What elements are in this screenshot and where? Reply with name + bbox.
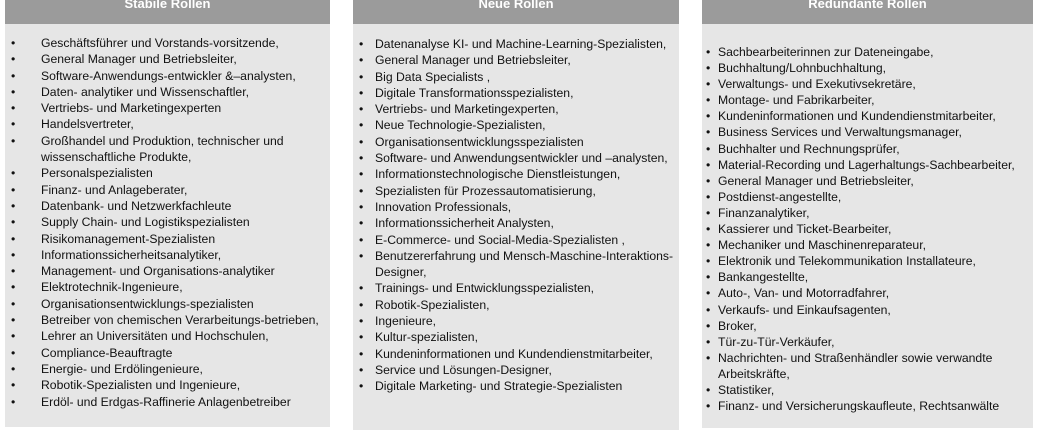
role-label: Personalspezialisten <box>41 166 153 181</box>
role-label: Kundeninformationen und Kundendienstmitarbeiter, <box>375 346 653 361</box>
role-label: Organisationsentwicklungs-spezialisten <box>41 296 254 311</box>
column-stable-roles <box>5 0 330 427</box>
role-label: Finanz- und Anlageberater, <box>41 182 188 197</box>
role-label: Supply Chain- und Logistikspezialisten <box>41 215 250 230</box>
list-item <box>11 247 330 263</box>
list-item <box>11 100 330 116</box>
role-list <box>5 24 330 410</box>
list-item <box>359 101 679 117</box>
column-header <box>702 0 1033 24</box>
role-label: Tür-zu-Tür-Verkäufer, <box>718 334 835 349</box>
role-label: Nachrichten- und Straßenhändler sowie verwandte Arbeitskräfte, <box>718 350 993 381</box>
bullet-icon: • <box>359 85 364 100</box>
list-item <box>359 378 679 394</box>
list-item <box>706 253 1033 269</box>
bullet-icon: • <box>706 61 711 76</box>
role-label: Energie- und Erdölingenieure, <box>41 361 203 376</box>
role-label: Vertriebs- und Marketingexperten, <box>375 102 559 117</box>
list-item <box>11 263 330 279</box>
role-label: Buchhalter und Rechnungsprüfer, <box>718 141 900 156</box>
bullet-icon: • <box>359 118 364 133</box>
role-label: Informationssicherheitsanalytiker, <box>41 247 222 262</box>
bullet-icon: • <box>359 314 364 329</box>
role-label: Bankangestellte, <box>718 270 809 285</box>
list-item <box>11 51 330 67</box>
role-label: General Manager und Betriebsleiter, <box>41 52 237 67</box>
role-label: Spezialisten für Prozessautomatisierung, <box>375 183 596 198</box>
list-item <box>359 329 679 345</box>
bullet-icon: • <box>706 382 711 397</box>
bullet-icon: • <box>11 36 16 50</box>
bullet-icon: • <box>359 69 364 84</box>
bullet-icon: • <box>11 166 16 181</box>
role-label: Mechaniker und Maschinenreparateur, <box>718 238 926 253</box>
role-label: Postdienst-angestellte, <box>718 189 842 204</box>
list-item <box>359 36 679 52</box>
list-item <box>706 108 1033 124</box>
role-label: Elektrotechnik-Ingenieure, <box>41 280 183 295</box>
bullet-icon: • <box>359 37 364 51</box>
role-list <box>702 24 1033 414</box>
bullet-icon: • <box>359 134 364 149</box>
role-label: Innovation Professionals, <box>375 199 512 214</box>
list-item <box>11 35 330 51</box>
list-item <box>11 231 330 247</box>
list-item <box>706 269 1033 285</box>
list-item <box>359 199 679 215</box>
role-label: Vertriebs- und Marketingexperten <box>41 101 222 116</box>
role-label: Sachbearbeiterinnen zur Dateneingabe, <box>718 45 934 59</box>
role-label: Informationssicherheit Analysten, <box>375 216 554 231</box>
list-item <box>706 157 1033 173</box>
list-item <box>706 60 1033 76</box>
bullet-icon: • <box>11 231 16 246</box>
list-item <box>359 150 679 166</box>
bullet-icon: • <box>706 77 711 92</box>
role-label: Broker, <box>718 318 757 333</box>
role-label: E-Commerce- und Social-Media-Spezialisten , <box>375 232 625 247</box>
list-item <box>706 141 1033 157</box>
bullet-icon: • <box>11 378 16 393</box>
bullet-icon: • <box>359 330 364 345</box>
list-item <box>706 318 1033 334</box>
list-item <box>706 44 1033 60</box>
bullet-icon: • <box>706 222 711 237</box>
list-item <box>359 52 679 68</box>
list-item <box>706 237 1033 253</box>
role-label: Verwaltungs- und Exekutivsekretäre, <box>718 77 916 92</box>
bullet-icon: • <box>706 205 711 220</box>
role-label: Software- und Anwendungsentwickler und –analysten, <box>375 151 668 166</box>
bullet-icon: • <box>706 399 711 414</box>
role-label: Benutzererfahrung und Mensch-Maschine-Interaktions-Designer, <box>375 248 674 280</box>
list-item <box>11 182 330 198</box>
list-item <box>11 279 330 295</box>
bullet-icon: • <box>706 318 711 333</box>
role-label: Handelsvertreter, <box>41 117 134 132</box>
role-label: Digitale Marketing- und Strategie-Spezialisten <box>375 379 623 394</box>
role-label: Daten- analytiker und Wissenschaftler, <box>41 84 249 99</box>
bullet-icon: • <box>706 173 711 188</box>
bullet-icon: • <box>706 270 711 285</box>
list-item <box>706 334 1033 350</box>
column-header <box>353 0 679 24</box>
bullet-icon: • <box>11 280 16 295</box>
role-label: Risikomanagement-Spezialisten <box>41 231 216 246</box>
column-title: Stabile Rollen <box>124 0 211 11</box>
bullet-icon: • <box>359 199 364 214</box>
list-item <box>359 69 679 85</box>
role-label: Kassierer und Ticket-Bearbeiter, <box>718 222 892 237</box>
bullet-icon: • <box>11 345 16 360</box>
role-label: Management- und Organisations-analytiker <box>41 264 275 279</box>
list-item <box>11 328 330 344</box>
role-label: Auto-, Van- und Motorradfahrer, <box>718 286 890 301</box>
bullet-icon: • <box>359 167 364 182</box>
role-label: Robotik-Spezialisten und Ingenieure, <box>41 378 241 393</box>
column-new-roles <box>353 0 679 430</box>
bullet-icon: • <box>11 329 16 344</box>
list-item <box>359 313 679 329</box>
bullet-icon: • <box>11 52 16 67</box>
role-label: Compliance-Beauftragte <box>41 345 173 360</box>
bullet-icon: • <box>706 254 711 269</box>
list-item <box>11 377 330 393</box>
bullet-icon: • <box>359 183 364 198</box>
bullet-icon: • <box>11 101 16 116</box>
column-title: Redundante Rollen <box>808 0 927 11</box>
role-label: Ingenieure, <box>375 314 436 329</box>
role-label: Big Data Specialists , <box>375 69 491 84</box>
role-label: Neue Technologie-Spezialisten, <box>375 118 546 133</box>
list-item <box>706 302 1033 318</box>
list-item <box>359 134 679 150</box>
role-label: Verkaufs- und Einkaufsagenten, <box>718 302 891 317</box>
role-label: Großhandel und Produktion, technischer und wissenschaftliche Produkte, <box>41 133 284 165</box>
bullet-icon: • <box>359 216 364 231</box>
bullet-icon: • <box>359 379 364 394</box>
bullet-icon: • <box>706 334 711 349</box>
list-item <box>359 362 679 378</box>
role-label: Datenbank- und Netzwerkfachleute <box>41 198 232 213</box>
role-label: Erdöl- und Erdgas-Raffinerie Anlagenbetreiber <box>41 394 291 409</box>
list-item <box>11 116 330 132</box>
bullet-icon: • <box>706 157 711 172</box>
role-list <box>353 24 679 395</box>
column-title: Neue Rollen <box>478 0 554 11</box>
bullet-icon: • <box>11 264 16 279</box>
list-item <box>706 398 1033 414</box>
bullet-icon: • <box>11 117 16 132</box>
bullet-icon: • <box>706 302 711 317</box>
bullet-icon: • <box>359 53 364 68</box>
list-item <box>11 361 330 377</box>
bullet-icon: • <box>11 296 16 311</box>
bullet-icon: • <box>11 394 16 409</box>
role-label: Geschäftsführer und Vorstands-vorsitzende, <box>41 36 279 50</box>
bullet-icon: • <box>11 361 16 376</box>
list-item <box>706 350 1033 382</box>
list-item <box>359 297 679 313</box>
list-item <box>11 198 330 214</box>
list-item <box>11 312 330 328</box>
role-label: Business Services und Verwaltungsmanager, <box>718 125 962 140</box>
bullet-icon: • <box>706 109 711 124</box>
bullet-icon: • <box>706 141 711 156</box>
bullet-icon: • <box>706 93 711 108</box>
column-redundant-roles <box>702 0 1033 428</box>
list-item <box>359 183 679 199</box>
list-item <box>11 214 330 230</box>
list-item <box>706 124 1033 140</box>
bullet-icon: • <box>11 247 16 262</box>
list-item <box>359 166 679 182</box>
role-label: General Manager und Betriebsleiter, <box>375 53 571 68</box>
bullet-icon: • <box>706 238 711 253</box>
list-item <box>11 133 330 166</box>
bullet-icon: • <box>359 346 364 361</box>
role-label: Software-Anwendungs-entwickler &–analysten, <box>41 68 296 83</box>
bullet-icon: • <box>359 281 364 296</box>
role-label: Trainings- und Entwicklungsspezialisten, <box>375 281 595 296</box>
list-item <box>11 84 330 100</box>
role-label: Robotik-Spezialisten, <box>375 297 490 312</box>
role-label: Betreiber von chemischen Verarbeitungs-betrieben, <box>41 313 319 328</box>
list-item <box>706 221 1033 237</box>
role-label: Digitale Transformationsspezialisten, <box>375 85 574 100</box>
column-header <box>5 0 330 24</box>
role-label: Organisationsentwicklungsspezialisten <box>375 134 584 149</box>
list-item <box>359 215 679 231</box>
role-label: Finanz- und Versicherungskaufleute, Rechtsanwälte <box>718 399 1000 414</box>
bullet-icon: • <box>359 151 364 166</box>
list-item <box>11 296 330 312</box>
bullet-icon: • <box>11 68 16 83</box>
role-label: General Manager und Betriebsleiter, <box>718 173 914 188</box>
list-item <box>706 382 1033 398</box>
list-item <box>706 189 1033 205</box>
bullet-icon: • <box>11 182 16 197</box>
bullet-icon: • <box>359 248 364 263</box>
bullet-icon: • <box>359 362 364 377</box>
list-item <box>706 92 1033 108</box>
role-label: Material-Recording und Lagerhaltungs-Sachbearbeiter, <box>718 157 1015 172</box>
list-item <box>359 248 679 281</box>
bullet-icon: • <box>11 313 16 328</box>
list-item <box>359 232 679 248</box>
list-item <box>706 76 1033 92</box>
bullet-icon: • <box>706 125 711 140</box>
role-label: Buchhaltung/Lohnbuchhaltung, <box>718 61 887 76</box>
bullet-icon: • <box>11 215 16 230</box>
bullet-icon: • <box>359 232 364 247</box>
list-item <box>359 85 679 101</box>
bullet-icon: • <box>359 297 364 312</box>
list-item <box>11 165 330 181</box>
role-label: Service und Lösungen-Designer, <box>375 362 552 377</box>
bullet-icon: • <box>11 133 16 148</box>
bullet-icon: • <box>11 198 16 213</box>
bullet-icon: • <box>359 102 364 117</box>
role-label: Finanzanalytiker, <box>718 205 810 220</box>
list-item <box>706 205 1033 221</box>
role-label: Montage- und Fabrikarbeiter, <box>718 93 875 108</box>
list-item <box>706 173 1033 189</box>
role-label: Statistiker, <box>718 382 775 397</box>
role-label: Elektronik und Telekommunikation Installateure, <box>718 254 976 269</box>
list-item <box>11 345 330 361</box>
bullet-icon: • <box>706 189 711 204</box>
role-label: Lehrer an Universitäten und Hochschulen, <box>41 329 269 344</box>
list-item <box>11 394 330 410</box>
list-item <box>359 117 679 133</box>
bullet-icon: • <box>706 350 711 365</box>
list-item <box>359 346 679 362</box>
role-label: Datenanalyse KI- und Machine-Learning-Spezialisten, <box>375 37 667 51</box>
bullet-icon: • <box>706 45 711 59</box>
list-item <box>706 285 1033 301</box>
bullet-icon: • <box>11 84 16 99</box>
role-label: Kundeninformationen und Kundendienstmitarbeiter, <box>718 109 996 124</box>
bullet-icon: • <box>706 286 711 301</box>
role-label: Kultur-spezialisten, <box>375 330 478 345</box>
list-item <box>359 280 679 296</box>
role-label: Informationstechnologische Dienstleistungen, <box>375 167 621 182</box>
list-item <box>11 68 330 84</box>
